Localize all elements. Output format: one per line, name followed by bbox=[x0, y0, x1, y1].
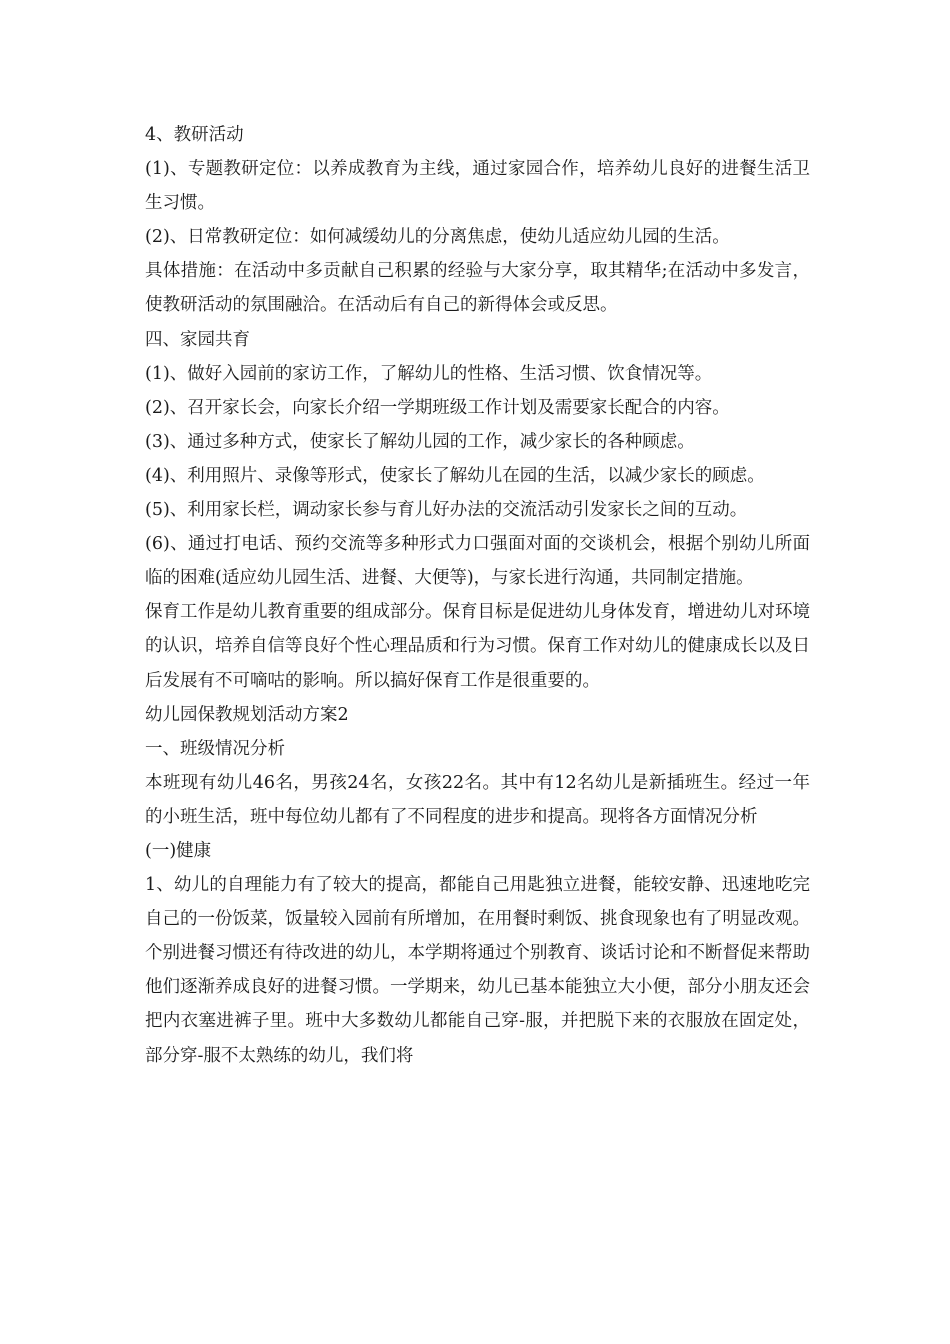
paragraph-class-stats: 本班现有幼儿46名，男孩24名，女孩22名。其中有12名幼儿是新插班生。经过一年的小班生活，班中每位幼儿都有了不同程度的进步和提高。现将各方面情况分析 bbox=[145, 772, 810, 827]
paragraph-photos-videos: (4)、利用照片、录像等形式，使家长了解幼儿在园的生活，以减少家长的顾虑。 bbox=[145, 465, 765, 486]
paragraph-home-visit: (1)、做好入园前的家访工作，了解幼儿的性格、生活习惯、饮食情况等。 bbox=[145, 363, 713, 384]
section-heading-home-school: 四、家园共育 bbox=[145, 329, 250, 350]
paragraph-daily-research: (2)、日常教研定位：如何减缓幼儿的分离焦虑，使幼儿适应幼儿园的生活。 bbox=[145, 227, 730, 248]
paragraph-various-methods: (3)、通过多种方式，使家长了解幼儿园的工作，减少家长的各种顾虑。 bbox=[145, 431, 695, 452]
paragraph-parent-column: (5)、利用家长栏，调动家长参与育儿好办法的交流活动引发家长之间的互动。 bbox=[145, 500, 748, 521]
document-subtitle: 幼儿园保教规划活动方案2 bbox=[145, 704, 349, 725]
section-heading-class-analysis: 一、班级情况分析 bbox=[145, 738, 285, 759]
section-heading-teaching-research: 4、教研活动 bbox=[145, 125, 244, 145]
paragraph-care-work: 保育工作是幼儿教育重要的组成部分。保育目标是促进幼儿身体发育，增进幼儿对环境的认识，培养自信等良好个性心理品质和行为习惯。保育工作对幼儿的健康成长以及日后发展有不可嘀咕的影响。所以搞好保育工作是很重要的。 bbox=[145, 602, 810, 691]
paragraph-self-care: 1、幼儿的自理能力有了较大的提高，都能自己用匙独立进餐，能较安静、迅速地吃完自己的一份饭菜，饭量较入园前有所增加，在用餐时剩饭、挑食现象也有了明显改观。个别进餐习惯还有待改进的幼儿，本学期将通过个别教育、谈话讨论和不断督促来帮助他们逐渐养成良好的进餐习惯。一学期来，幼儿已基本能独立大小便，部分小朋友还会把内衣塞进裤子里。班中大多数幼儿都能自己穿-服，并把脱下来的衣服放在固定处，部分穿-服不太熟练的幼儿，我们将 bbox=[145, 875, 810, 1066]
document-body bbox=[145, 118, 810, 1073]
paragraph-parent-meeting: (2)、召开家长会，向家长介绍一学期班级工作计划及需要家长配合的内容。 bbox=[145, 397, 730, 418]
section-heading-health: (一)健康 bbox=[145, 840, 212, 861]
paragraph-specific-measures: 具体措施：在活动中多贡献自己积累的经验与大家分享，取其精华;在活动中多发言，使教研活动的氛围融洽。在活动后有自己的新得体会或反思。 bbox=[145, 261, 810, 316]
paragraph-phone-contact: (6)、通过打电话、预约交流等多种形式力口强面对面的交谈机会，根据个别幼儿所面临的困难(适应幼儿园生活、进餐、大便等)，与家长进行沟通，共同制定措施。 bbox=[145, 534, 810, 589]
paragraph-special-research: (1)、专题教研定位：以养成教育为主线，通过家园合作，培养幼儿良好的进餐生活卫生习惯。 bbox=[145, 159, 810, 214]
